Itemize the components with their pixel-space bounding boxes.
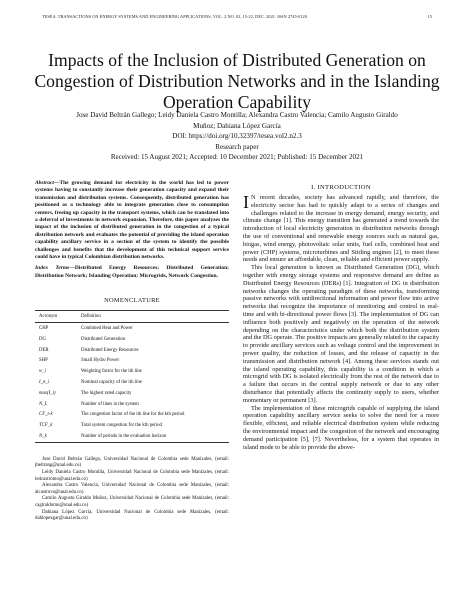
table-row xyxy=(35,399,229,410)
left-column xyxy=(35,180,229,523)
table-row xyxy=(35,409,229,420)
introduction-body xyxy=(243,194,439,451)
definition-cell: Weighting factor for the ith line xyxy=(81,369,142,375)
table-row xyxy=(35,345,229,356)
paragraph-text: N recent decades, society has advanced rapidly, and therefore, the electricity sector has had to quickly adapt to a series of changes and challenges related to the increase in energy demand, energy security, and climate change [1]. This energy transition has generated a trend towards the introduction of local electricity generation in distribution networks through the use of conventional and renewable energy sources such as natural gas, biogas, wind energy, photovoltaic solar units, fuel cells, combined heat and power (CHP) systems, microturbines and Stirling engines [2], to meet these needs and ensure an affordable, clean, reliable and efficient power supply. xyxy=(243,194,439,264)
acronym-cell: CF_t-k xyxy=(39,412,53,418)
nomenclature-table xyxy=(35,310,229,443)
publication-dates: Received: 15 August 2021; Accepted: 10 December 2021; Published: 15 December 2021 xyxy=(110,153,364,161)
column-header-acronym: Acronym xyxy=(39,314,58,320)
definition-cell: Number of periods in the evaluation horizon xyxy=(81,433,167,439)
page-number: 15 xyxy=(427,14,432,19)
definition-cell: Small Hydro Power xyxy=(81,358,120,364)
table-row xyxy=(35,420,229,431)
abstract-label: Abstract xyxy=(35,180,54,186)
abstract xyxy=(35,180,229,261)
acronym-cell: N_L xyxy=(39,401,48,407)
acronym-cell: w_i xyxy=(39,369,46,375)
definition-cell: Number of lines in the system xyxy=(81,401,139,407)
drop-cap: I xyxy=(243,192,249,212)
acronym-cell: CHP xyxy=(39,325,49,331)
definition-cell: Nominal capacity of the ith line xyxy=(81,379,142,385)
abstract-text: —The growing demand for electricity in the world has led to power systems having to constantly increase their generation capacity and expand their transmission and distribution systems. Consequently, distributed generation has positioned as a technology able to integrate generation close to consumption centers, freeing up capacity in the transport systems, which can be translated into a deferral of investments in network expansion. Therefore, this paper analyzes the impact of the inclusion of distributed generation in the congestion of a typical distribution network and evaluates the potential of providing the island operation capability ancillary service in a section of the system to identify the possible challenges and benefits that the development of this technical support service could have in typical Colombian distribution networks. xyxy=(35,180,229,261)
table-row xyxy=(35,355,229,366)
authors-line-1: Jose David Beltrán Gallego; Leidy Daniela Castro Montilla; Alexandra Castro Valencia; Camilo Augusto Giraldo xyxy=(76,111,398,119)
paper-meta xyxy=(20,110,454,163)
table-header-row xyxy=(35,311,229,323)
affiliation-item: Camilo Augusto Giraldo Muñoz, Universidad Nacional de Colombia sede Manizales, (email: cagiraldomu@unal.edu.co) xyxy=(35,496,229,508)
paper-type: Research paper xyxy=(215,142,259,151)
paragraph: This local generation is known as Distributed Generation (DG), which together with energy storage systems and responsive demand are define as Distributed Energy Resources (DERs) [1]. Integration of DG in distribution networks changes the operating paradigm of these networks, transforming passive networks with unidirectional information and power flow into active networks that recognize the importance of monitoring and control in real-time and with bi-directional power flows [3]. The implementation of DG can influence both positively and negatively on the operation of the network depending on the characteristics under which both the distribution system and the DG operate. The positive impacts are generally related to the capacity to provide ancillary services such as voltage control and the improvement in power quality, the reduction of losses, and the release of capacity in the transmission and distribution network [4]. Among these services stands out the island operating capability, this capability is a condition in which a microgrid with DG is isolated electrically from the rest of the network due to a failure that occurs in the central supply network or due to any other disturbance that potentially affects the continuity supply to users, whether momentary or permanent [3]. xyxy=(243,264,439,404)
definition-cell: Combined Heat and Power xyxy=(81,325,133,331)
affiliations xyxy=(35,457,229,523)
acronym-cell: max(I_i) xyxy=(39,390,56,396)
affiliation-item: Jose David Beltrán Gallego, Universidad Nacional de Colombia sede Manizales, (email: jbeltrang@unal.edu.co) xyxy=(35,456,229,469)
column-header-definition: Definition xyxy=(81,314,101,320)
paragraph: The implementation of these microgrids capable of supplying the island operation capability ancillary service seeks to solve the need for a more flexible, efficient, and reliable electrical distribution system while reducing the environmental impact and the congestion of the network and encouraging demand participation [5], [7]. Nevertheless, for a system that operates in island mode to be able to provide the above- xyxy=(243,404,439,451)
affiliation-item: Leidy Daniela Castro Montilla, Universidad Nacional de Colombia sede Manizales, (email: ledcastromo@unal.edu.co) xyxy=(35,470,229,482)
table-row xyxy=(35,334,229,345)
definition-cell: The congestion factor of the ith line for the kth period xyxy=(81,412,185,418)
definition-cell: Distributed Energy Resources xyxy=(81,347,139,353)
table-row xyxy=(35,323,229,334)
affiliation-item: Dahiana López García, Universidad Nacional de Colombia sede Manizales, (email: dahlopezgar@unal.edu.co) xyxy=(35,509,229,522)
index-terms-label: Index Terms xyxy=(35,265,70,272)
acronym-cell: DER xyxy=(39,347,49,353)
definition-cell: Distributed Generation xyxy=(81,336,126,342)
acronym-cell: DG xyxy=(39,336,46,342)
running-header xyxy=(42,14,432,19)
index-terms-text: —Distributed Energy Resources; Distributed Generation; Distribution Network; Islanding Operation; Microgrids, Network Congestion. xyxy=(35,265,229,279)
table-row xyxy=(35,388,229,399)
right-column xyxy=(243,180,439,451)
nomenclature-title: NOMENCLATURE xyxy=(104,297,160,305)
table-row xyxy=(35,377,229,388)
affiliation-item: Alexandra Castro Valencia, Universidad Nacional de Colombia sede Manizales, (email: alcastrova@unal.edu.co) xyxy=(35,483,229,495)
introduction-heading: I. INTRODUCTION xyxy=(311,184,371,191)
acronym-cell: SHP xyxy=(39,358,48,364)
table-row xyxy=(35,431,229,442)
paragraph xyxy=(243,194,439,264)
journal-header: TESEA. TRANSACTIONS ON ENERGY SYSTEMS AND ENGINEERING APPLICATIONS, VOL. 2 NO. 02, 15-22, DEC. 2021. ISSN 2745-0120 xyxy=(42,14,307,19)
acronym-cell: N_k xyxy=(39,433,47,439)
doi-link[interactable]: DOI: https://doi.org/10.32397/tesea.vol2.n2.3 xyxy=(172,132,302,140)
table-row xyxy=(35,366,229,377)
definition-cell: Total system congestion for the kth period xyxy=(81,423,162,429)
acronym-cell: TCF_k xyxy=(39,423,53,429)
definition-cell: The highest rated capacity xyxy=(81,390,132,396)
authors-line-2: Muñoz; Dahiana López García xyxy=(193,121,281,130)
index-terms xyxy=(35,265,229,280)
paper-title: Impacts of the Inclusion of Distributed Generation on Congestion of Distribution Networks and in the Islanding Operation Capability xyxy=(34,49,440,112)
acronym-cell: I_n_i xyxy=(39,379,50,385)
